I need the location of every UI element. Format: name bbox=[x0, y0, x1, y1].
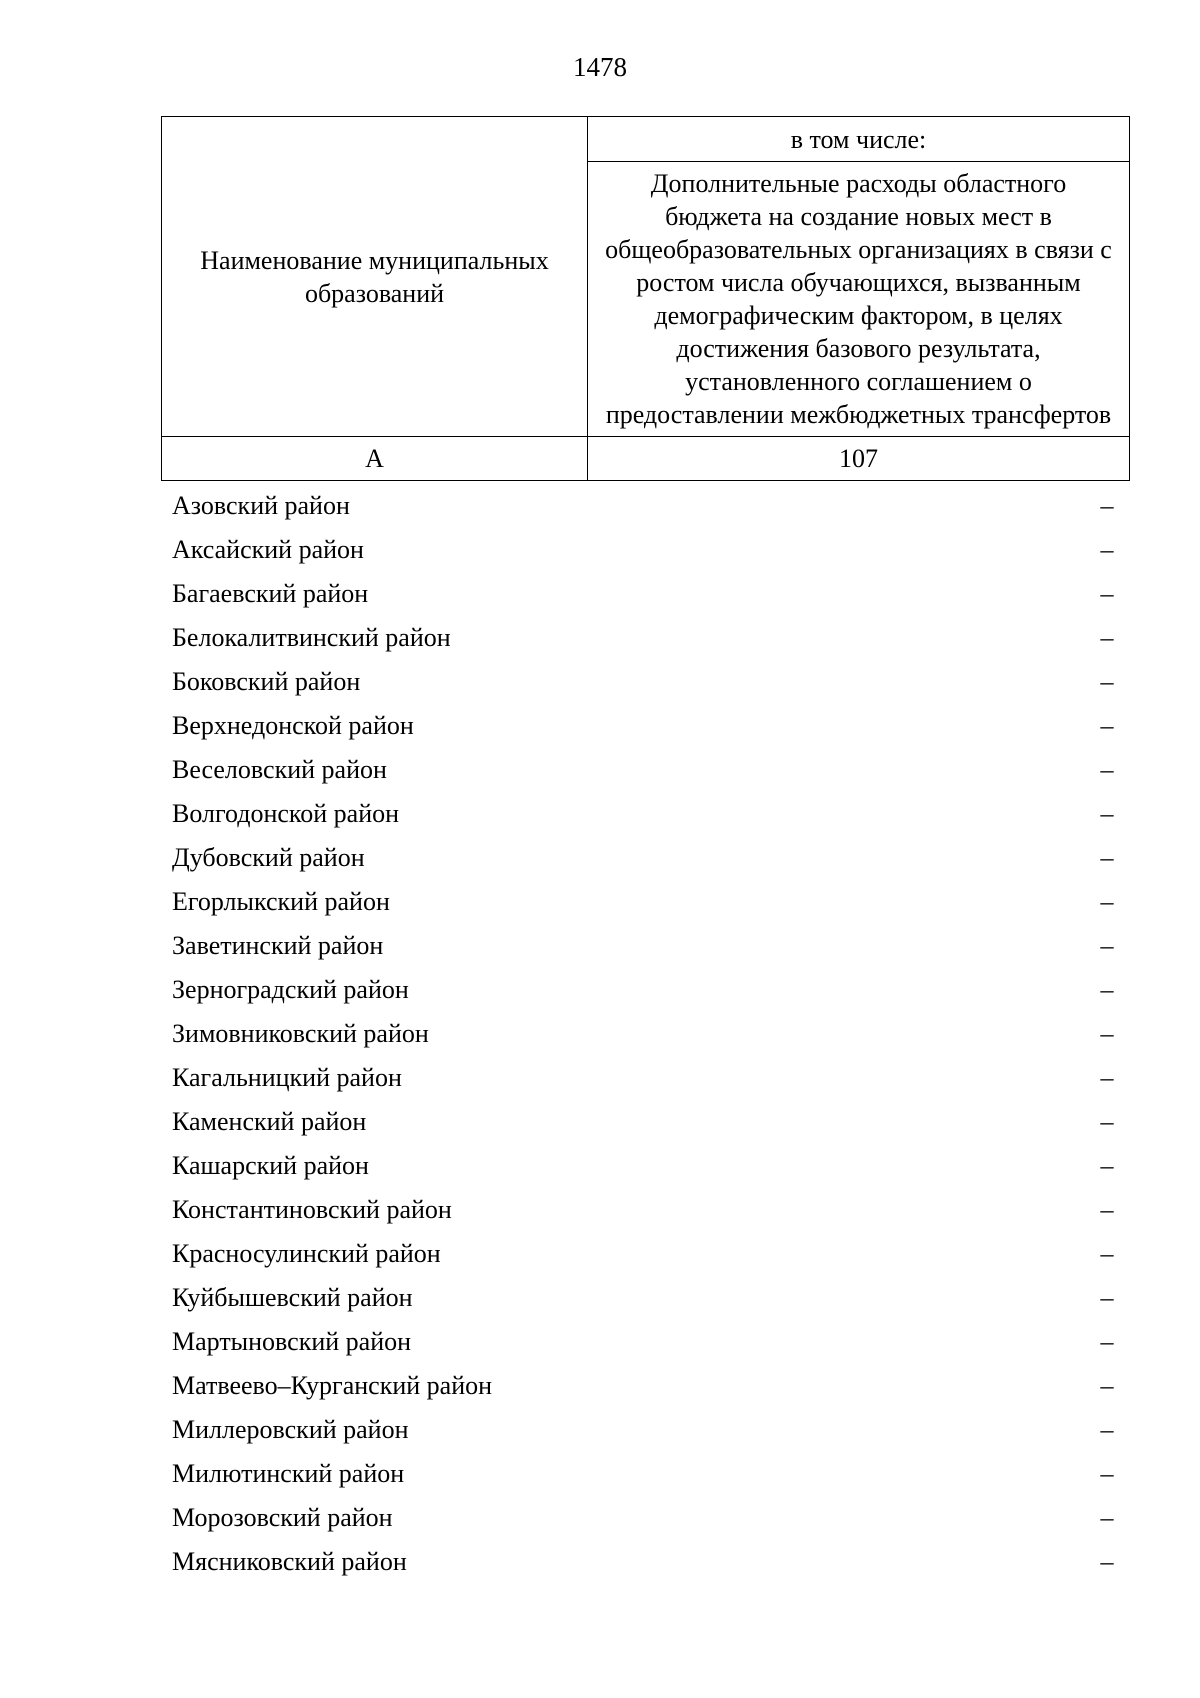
district-name: Волгодонской район bbox=[172, 799, 400, 828]
district-value: – bbox=[1100, 1503, 1114, 1532]
table-row bbox=[172, 1056, 1122, 1100]
district-name: Аксайский район bbox=[172, 535, 364, 564]
district-value: – bbox=[1100, 711, 1114, 740]
district-name: Зимовниковский район bbox=[172, 1019, 429, 1048]
district-value: – bbox=[1100, 1239, 1114, 1268]
table-row bbox=[172, 528, 1122, 572]
district-value: – bbox=[1100, 1327, 1114, 1356]
district-name: Кашарский район bbox=[172, 1151, 369, 1180]
table-row bbox=[172, 1144, 1122, 1188]
district-value: – bbox=[1100, 975, 1114, 1004]
district-value: – bbox=[1100, 1459, 1114, 1488]
district-value: – bbox=[1100, 1283, 1114, 1312]
table-header bbox=[161, 116, 1130, 481]
table-row bbox=[172, 1452, 1122, 1496]
district-name: Константиновский район bbox=[172, 1195, 452, 1224]
table-row bbox=[172, 1276, 1122, 1320]
name-column-header: Наименование муниципальных образований bbox=[162, 117, 588, 437]
district-value: – bbox=[1100, 1107, 1114, 1136]
table-row bbox=[172, 880, 1122, 924]
district-name: Каменский район bbox=[172, 1107, 367, 1136]
district-name: Боковский район bbox=[172, 667, 361, 696]
code-value-column: 107 bbox=[588, 437, 1130, 481]
table-row bbox=[172, 1232, 1122, 1276]
district-value: – bbox=[1100, 491, 1114, 520]
table-row bbox=[172, 1496, 1122, 1540]
table-row bbox=[172, 968, 1122, 1012]
district-name: Егорлыкский район bbox=[172, 887, 390, 916]
table-row bbox=[172, 704, 1122, 748]
table-body bbox=[172, 484, 1122, 1584]
code-name-column: А bbox=[162, 437, 588, 481]
table-row bbox=[172, 836, 1122, 880]
table-row bbox=[172, 1320, 1122, 1364]
table-row bbox=[172, 1540, 1122, 1584]
district-name: Куйбышевский район bbox=[172, 1283, 413, 1312]
table-row bbox=[172, 1100, 1122, 1144]
district-name: Белокалитвинский район bbox=[172, 623, 451, 652]
district-value: – bbox=[1100, 1371, 1114, 1400]
district-value: – bbox=[1100, 1195, 1114, 1224]
district-value: – bbox=[1100, 1151, 1114, 1180]
table-row bbox=[172, 1012, 1122, 1056]
district-name: Морозовский район bbox=[172, 1503, 393, 1532]
district-value: – bbox=[1100, 579, 1114, 608]
district-name: Миллеровский район bbox=[172, 1415, 409, 1444]
district-name: Азовский район bbox=[172, 491, 350, 520]
district-value: – bbox=[1100, 931, 1114, 960]
subheader-including: в том числе: bbox=[588, 117, 1130, 162]
table-row bbox=[172, 484, 1122, 528]
district-name: Багаевский район bbox=[172, 579, 369, 608]
district-name: Верхнедонской район bbox=[172, 711, 414, 740]
value-column-header: Дополнительные расходы областного бюджета на создание новых мест в общеобразовательных организациях в связи с ростом числа обучающихся, вызванным демографическим фактором, в целях достижения базового результата, установленного соглашением о предоставлении межбюджетных трансфертов bbox=[588, 162, 1130, 437]
table-row bbox=[172, 1408, 1122, 1452]
table-row bbox=[172, 1188, 1122, 1232]
district-value: – bbox=[1100, 1547, 1114, 1576]
district-name: Кагальницкий район bbox=[172, 1063, 402, 1092]
district-value: – bbox=[1100, 535, 1114, 564]
district-name: Мясниковский район bbox=[172, 1547, 407, 1576]
district-name: Милютинский район bbox=[172, 1459, 405, 1488]
district-value: – bbox=[1100, 1063, 1114, 1092]
district-name: Мартыновский район bbox=[172, 1327, 412, 1356]
district-name: Красносулинский район bbox=[172, 1239, 441, 1268]
district-value: – bbox=[1100, 623, 1114, 652]
table-row bbox=[172, 792, 1122, 836]
district-value: – bbox=[1100, 1415, 1114, 1444]
district-name: Матвеево–Курганский район bbox=[172, 1371, 493, 1400]
district-value: – bbox=[1100, 843, 1114, 872]
table-row bbox=[172, 572, 1122, 616]
district-value: – bbox=[1100, 887, 1114, 916]
table-row bbox=[172, 616, 1122, 660]
district-name: Веселовский район bbox=[172, 755, 387, 784]
district-name: Дубовский район bbox=[172, 843, 365, 872]
table-row bbox=[172, 748, 1122, 792]
page-number: 1478 bbox=[573, 52, 627, 82]
district-value: – bbox=[1100, 799, 1114, 828]
district-value: – bbox=[1100, 755, 1114, 784]
district-value: – bbox=[1100, 667, 1114, 696]
table-row bbox=[172, 660, 1122, 704]
table-row bbox=[172, 1364, 1122, 1408]
table-row bbox=[172, 924, 1122, 968]
district-value: – bbox=[1100, 1019, 1114, 1048]
district-name: Заветинский район bbox=[172, 931, 384, 960]
district-name: Зерноградский район bbox=[172, 975, 409, 1004]
